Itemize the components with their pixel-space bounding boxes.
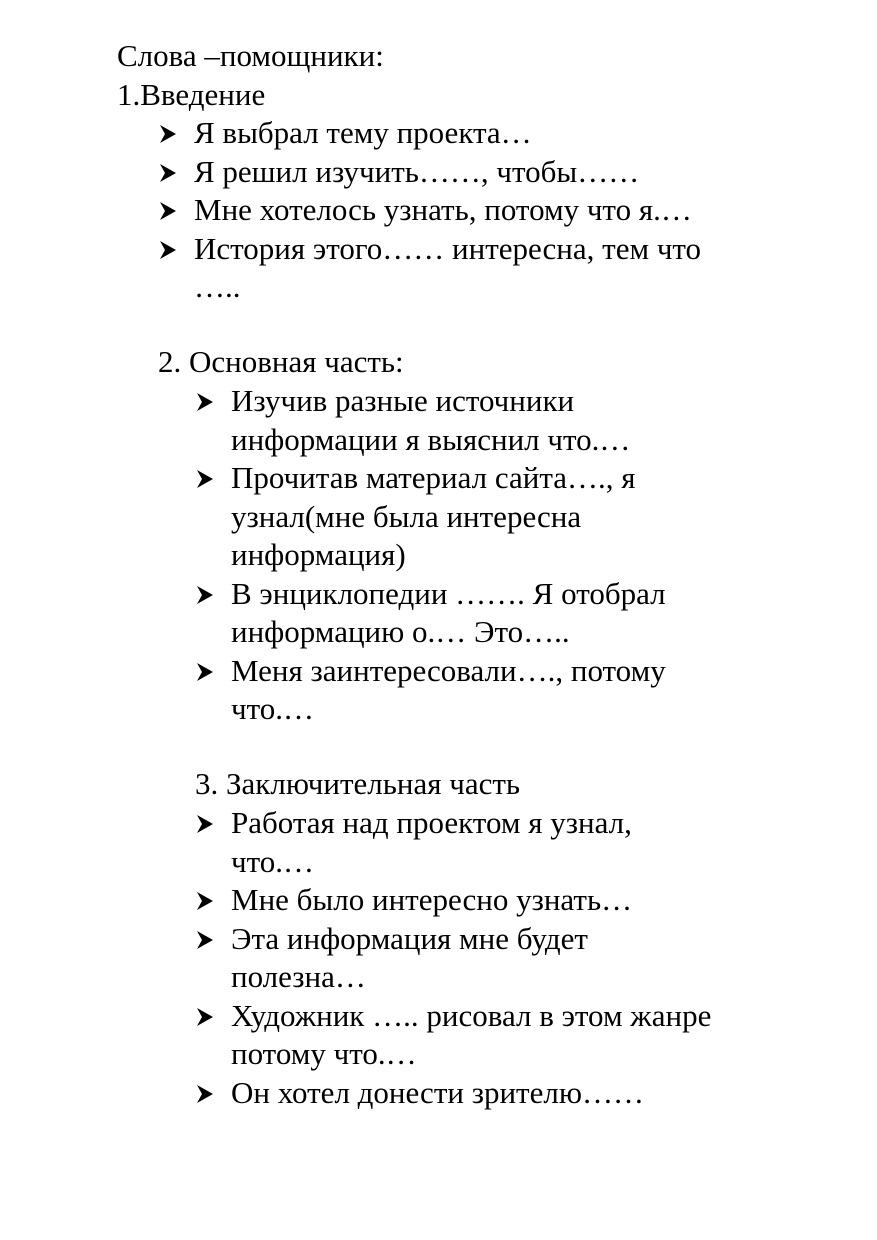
arrow-bullet-icon [195, 1007, 215, 1027]
section-1-list [158, 114, 758, 307]
list-item-text: Мне было интересно узнать… [231, 882, 633, 917]
section-3-title: 3. Заключительная часть [195, 766, 521, 801]
arrow-bullet-icon [195, 392, 215, 412]
list-item [195, 575, 695, 652]
list-item-text: Изучив разные источники информации я выяснил что.… [231, 383, 631, 457]
arrow-bullet-icon [195, 891, 215, 911]
arrow-bullet-icon [195, 662, 215, 682]
arrow-bullet-icon [158, 163, 178, 183]
list-item-text: Художник ….. рисовал в этом жанре потому что.… [231, 997, 712, 1071]
list-item-text: Я выбрал тему проекта… [194, 115, 532, 150]
arrow-bullet-icon [195, 1084, 215, 1104]
list-item [158, 230, 754, 307]
arrow-bullet-icon [195, 469, 215, 489]
list-item [195, 1074, 765, 1113]
arrow-bullet-icon [195, 930, 215, 950]
list-item-text: В энциклопедии ……. Я отобрал информацию о.… Это….. [231, 575, 666, 649]
arrow-bullet-icon [158, 240, 178, 260]
arrow-bullet-icon [158, 201, 178, 221]
list-item-text: Эта информация мне будет полезна… [231, 920, 588, 994]
list-item-text: Он хотел донести зрителю…… [231, 1074, 644, 1110]
list-item [195, 920, 671, 997]
list-item-text: История этого…… интересна, тем что ….. [194, 230, 702, 304]
list-item [195, 997, 765, 1074]
list-item [195, 804, 671, 881]
section-2-title: 2. Основная часть: [158, 344, 404, 379]
list-item-text: Мне хотелось узнать, потому что я.… [194, 192, 692, 227]
arrow-bullet-icon [195, 585, 215, 605]
document-heading: Слова –помощники: [117, 38, 384, 73]
list-item [195, 652, 695, 729]
list-item [158, 191, 758, 230]
list-item-text: Прочитав материал сайта…., я узнал(мне была интересна информация) [231, 460, 636, 572]
list-item [195, 459, 695, 575]
list-item [158, 153, 758, 192]
list-item [158, 114, 758, 153]
list-item-text: Меня заинтересовали…., потому что.… [231, 652, 666, 726]
list-item [195, 382, 695, 459]
section-1-title: 1.Введение [117, 77, 266, 112]
arrow-bullet-icon [158, 124, 178, 144]
section-2-list [195, 382, 695, 729]
list-item-text: Работая над проектом я узнал, что.… [231, 805, 632, 879]
section-3-list [195, 804, 765, 1112]
arrow-bullet-icon [195, 814, 215, 834]
list-item [195, 881, 765, 920]
list-item-text: Я решил изучить……, чтобы…… [194, 153, 640, 189]
